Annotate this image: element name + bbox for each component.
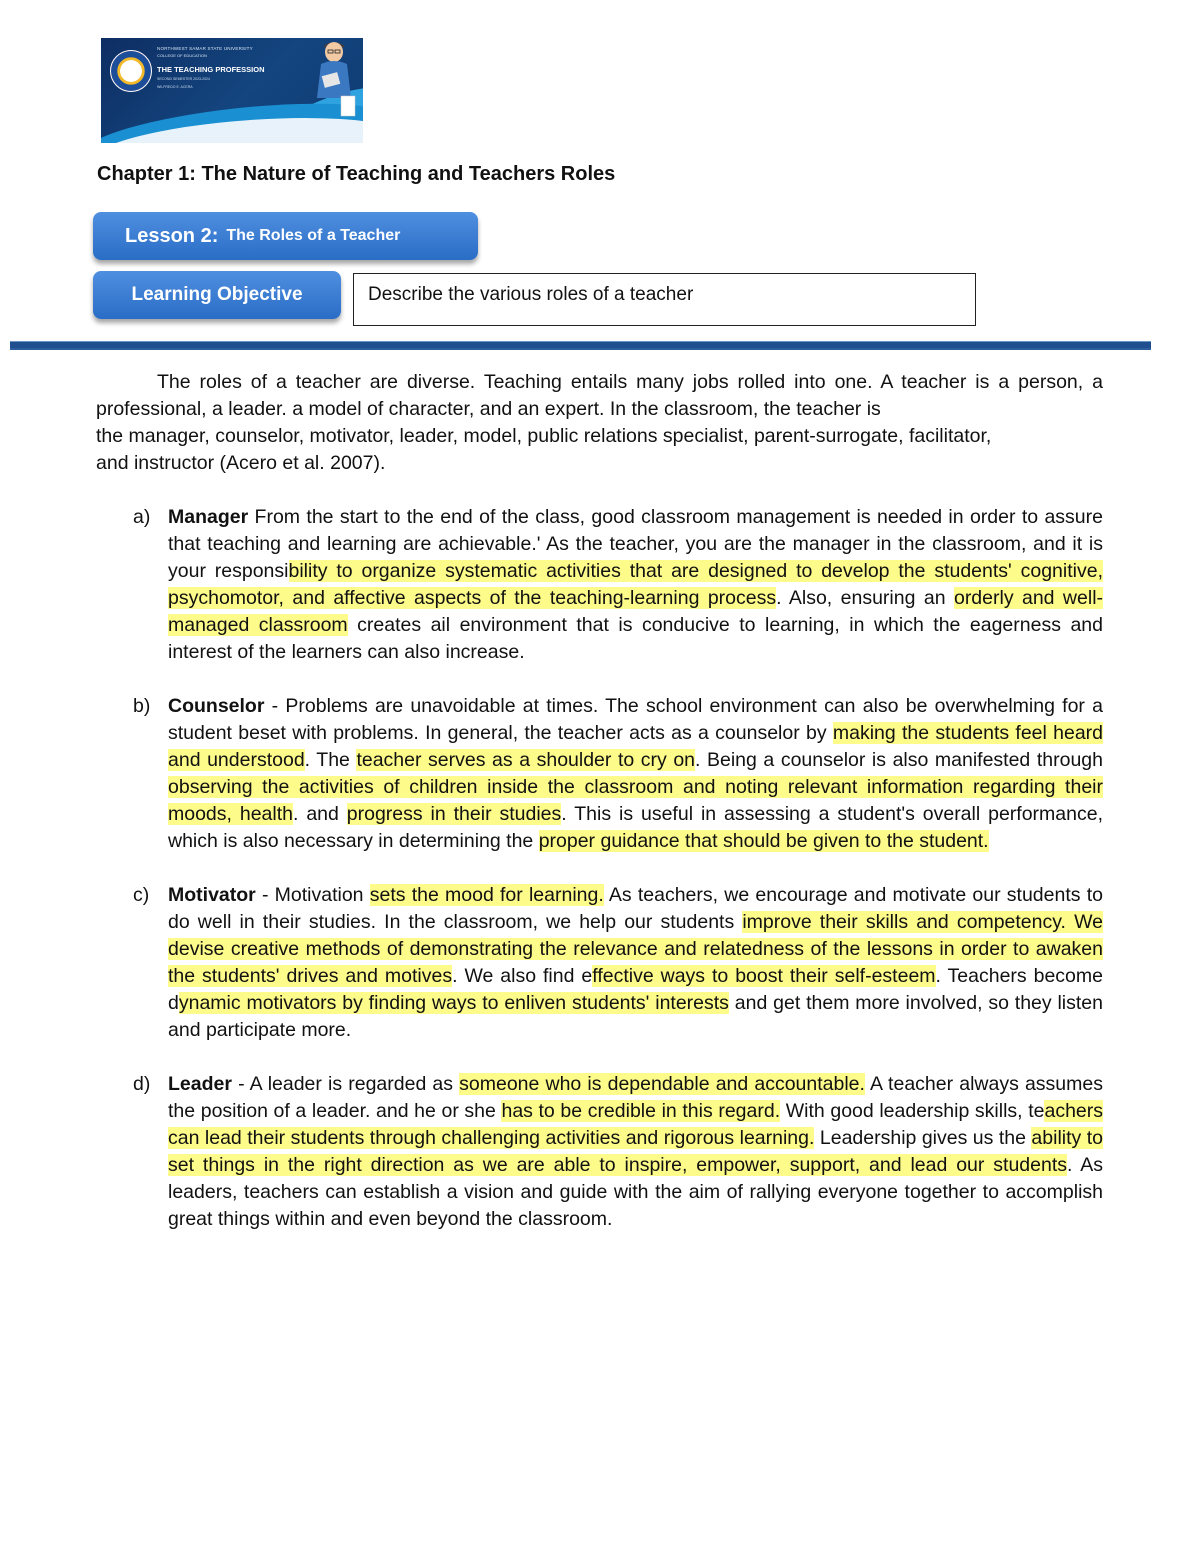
highlighted-text: making the students feel heard and understood [168, 722, 1104, 771]
role-title: Motivator [168, 884, 256, 906]
list-marker: d) [133, 1073, 151, 1095]
highlighted-text: improve their skills and competency. We devise creative methods of demonstrating the relevance and relatedness of the lessons in order to awaken the students' drives and motives [168, 911, 1103, 987]
highlighted-text: proper guidance that should be given to the student. [538, 830, 989, 852]
role-text: . This is useful in assessing a student's overall performance, which is also necessary in determining the [168, 803, 1103, 852]
role-text: . The [304, 749, 357, 771]
intro-paragraph [96, 369, 1103, 477]
highlighted-text: ffective ways to boost their self-esteem [592, 965, 936, 987]
intro-line-2: the manager, counselor, motivator, leader, model, public relations specialist, parent-surrogate, facilitator, [96, 425, 992, 447]
lesson-number: Lesson 2: [125, 224, 219, 247]
banner-university: NORTHWEST SAMAR STATE UNIVERSITY [157, 46, 253, 51]
highlighted-text: ynamic motivators by finding ways to enliven students' interests [178, 992, 729, 1014]
role-text: . Being a counselor is also manifested through [695, 749, 1103, 771]
role-body [168, 693, 1103, 855]
banner-instructor: WILFREDO E. ACERA [157, 85, 193, 89]
role-body [168, 504, 1103, 666]
highlighted-text: bility to organize systematic activities that are designed to develop the students' cognitive, psychomotor, and affective aspects of the teaching-learning process [168, 560, 1103, 609]
role-text: As teachers, we encourage and motivate our students to do well in their studies. In the classroom, we help our students [168, 884, 1103, 933]
banner-college: COLLEGE OF EDUCATION [157, 53, 207, 58]
role-text: - A leader is regarded as [231, 1073, 460, 1095]
chapter-title: Chapter 1: The Nature of Teaching and Teachers Roles [97, 163, 616, 185]
role-text: A teacher always assumes the position of a leader. and he or she [168, 1073, 1103, 1122]
highlighted-text: teacher serves as a shoulder to cry on [356, 749, 696, 771]
role-body [168, 882, 1103, 1044]
lesson-name: The Roles of a Teacher [226, 227, 401, 244]
highlighted-text: ability to set things in the right direction as we are able to inspire, empower, support, and lead our students [168, 1127, 1103, 1176]
university-seal-icon [110, 50, 152, 92]
role-text: . and [293, 803, 347, 825]
role-text: Leadership gives us the [814, 1127, 1032, 1149]
role-leader [96, 1071, 1103, 1233]
highlighted-text: orderly and well-managed classroom [168, 587, 1104, 636]
list-marker: c) [133, 884, 150, 906]
role-manager [96, 504, 1103, 666]
teacher-illustration-icon [301, 38, 361, 118]
role-text: With good leadership skills, te [780, 1100, 1045, 1122]
section-divider [10, 341, 1151, 348]
section-divider-thin [10, 348, 1151, 350]
banner-semester: SECOND SEMESTER 2023-2024 [157, 77, 210, 81]
highlighted-text: observing the activities of children inside the classroom and noting relevant information regarding their moods, health [168, 776, 1103, 825]
role-text: - Motivation [255, 884, 370, 906]
role-text: - Problems are unavoidable at times. The school environment can also be overwhelming for a student beset with problems. In general, the teacher acts as a counselor by [168, 695, 1103, 744]
course-banner [101, 38, 363, 143]
list-marker: b) [133, 695, 151, 717]
highlighted-text: has to be credible in this regard. [501, 1100, 781, 1122]
lesson-content [96, 369, 1103, 1233]
role-counselor [96, 693, 1103, 855]
banner-course-title: THE TEACHING PROFESSION [157, 65, 265, 74]
highlighted-text: achers can lead their students through challenging activities and rigorous learning. [168, 1100, 1103, 1149]
role-text: creates ail environment that is conducive to learning, in which the eagerness and interest of the learners can also increase. [168, 614, 1103, 663]
role-motivator [96, 882, 1103, 1044]
lesson-label [93, 212, 478, 260]
role-title: Manager [168, 506, 249, 528]
intro-line-1: The roles of a teacher are diverse. Teaching entails many jobs rolled into one. A teacher is a person, a professional, a leader. a model of character, and an expert. In the classroom, the teacher is [96, 371, 1103, 420]
role-title: Counselor [168, 695, 265, 717]
role-text: . We also find e [452, 965, 593, 987]
learning-objective-label: Learning Objective [93, 271, 341, 319]
intro-line-3: and instructor (Acero et al. 2007). [96, 452, 386, 474]
highlighted-text: progress in their studies [346, 803, 562, 825]
highlighted-text: sets the mood for learning. [369, 884, 604, 906]
role-text: . Also, ensuring an [776, 587, 954, 609]
role-text: and get them more involved, so they listen and participate more. [168, 992, 1103, 1041]
role-title: Leader [168, 1073, 232, 1095]
role-text: . As leaders, teachers can establish a vision and guide with the aim of rallying everyone together to accomplish great things within and even beyond the classroom. [168, 1154, 1103, 1230]
list-marker: a) [133, 506, 151, 528]
role-body [168, 1071, 1103, 1233]
learning-objective-text: Describe the various roles of a teacher [353, 273, 976, 326]
role-text: . Teachers become d [168, 965, 1103, 1014]
highlighted-text: someone who is dependable and accountable. [459, 1073, 865, 1095]
role-text: From the start to the end of the class, good classroom management is needed in order to assure that teaching and learning are achievable.' As the teacher, you are the manager in the classroom, and it is your responsi [168, 506, 1103, 582]
